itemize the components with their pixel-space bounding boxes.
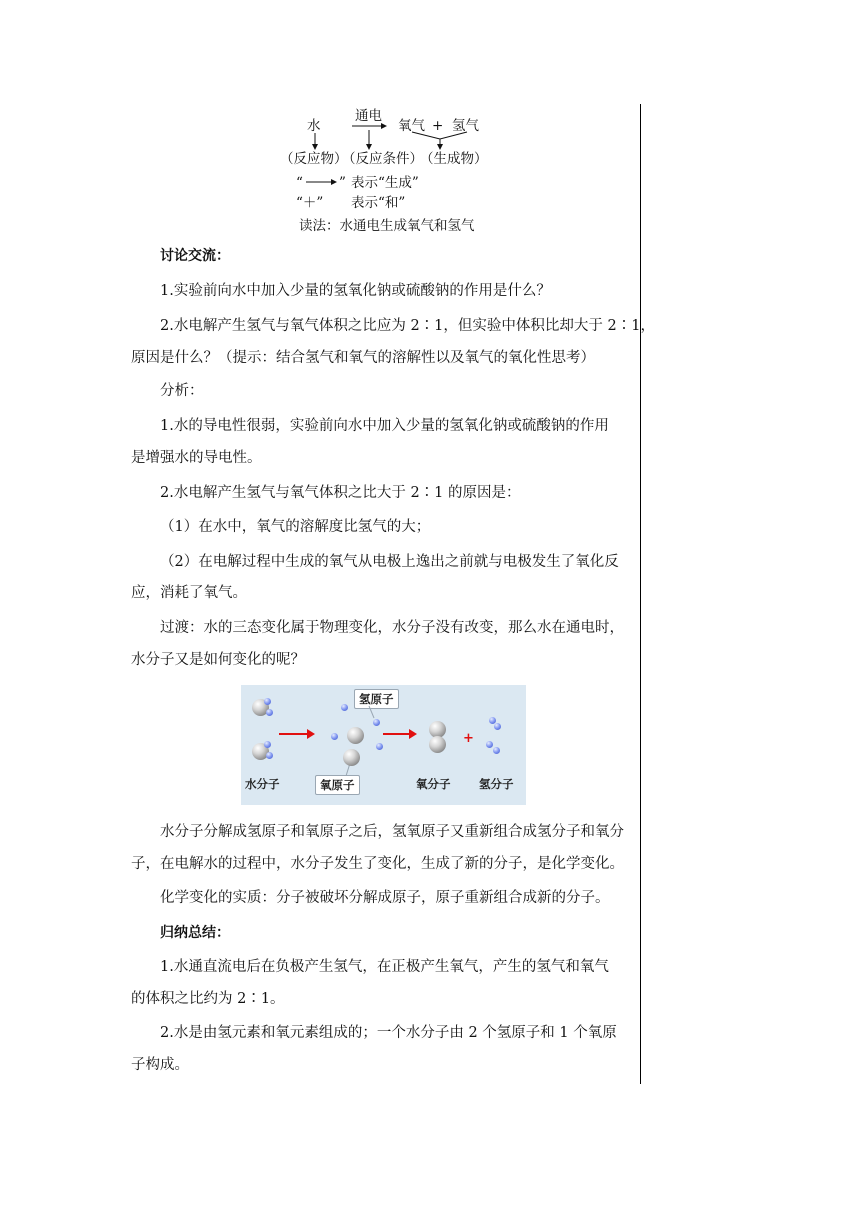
legend-arrow-meaning: 表示“生成” (351, 175, 419, 191)
summary-s2-line1: 2.水是由氢元素和氧元素组成的；一个水分子由 2 个氢原子和 1 个氧原 (160, 1025, 617, 1041)
analysis-a2-2-line1: （2）在电解过程中生成的氧气从电极上逸出之前就与电极发生了氧化反 (160, 554, 619, 570)
label-oxygen-molecule: 氧分子 (416, 777, 451, 791)
label-reactant: （反应物） (280, 151, 348, 167)
explanation-p1-line2: 子，在电解水的过程中，水分子发生了变化，生成了新的分子，是化学变化。 (131, 856, 624, 872)
equation-arrows (0, 0, 860, 240)
explanation-p2: 化学变化的实质：分子被破坏分解成原子，原子重新组合成新的分子。 (160, 890, 610, 906)
analysis-a2-2-line2: 应，消耗了氧气。 (131, 585, 247, 601)
hydrogen-molecule-atom (486, 741, 493, 748)
oxygen-atom (347, 727, 364, 744)
reaction-arrow-2 (383, 733, 411, 735)
right-border-line (640, 104, 641, 1084)
discussion-q2-line2: 原因是什么？（提示：结合氢气和氧气的溶解性以及氧气的氧化性思考） (131, 350, 595, 366)
figure-plus: + (463, 731, 474, 746)
analysis-a2: 2.水电解产生氢气与氧气体积之比大于 2∶1 的原因是： (160, 485, 521, 501)
label-hydrogen-molecule: 氢分子 (479, 777, 514, 791)
discussion-q2-line1: 2.水电解产生氢气与氧气体积之比应为 2∶1，但实验中体积比却大于 2∶1， (160, 318, 655, 334)
hydrogen-atom (373, 719, 380, 726)
hydrogen-molecule-atom (493, 747, 500, 754)
equation-plus: + (432, 118, 444, 134)
legend-plus-symbol: “＋” (296, 195, 324, 211)
equation-condition: 通电 (355, 108, 382, 124)
equation-product-hydrogen: 氢气 (452, 118, 479, 134)
hydrogen-molecule-atom (494, 723, 501, 730)
analysis-heading: 分析： (160, 383, 204, 399)
oxygen-molecule-atom (429, 736, 446, 753)
hydrogen-atom (341, 704, 348, 711)
label-hydrogen-atom: 氢原子 (354, 689, 399, 709)
legend-plus-meaning: 表示“和” (351, 195, 406, 211)
explanation-p1-line1: 水分子分解成氢原子和氧原子之后，氢氧原子又重新组合成氢分子和氧分 (160, 824, 624, 840)
label-water-molecule: 水分子 (245, 777, 280, 791)
summary-s1-line1: 1.水通直流电后在负极产生氢气，在正极产生氧气，产生的氢气和氧气 (160, 959, 609, 975)
summary-s2-line2: 子构成。 (131, 1057, 189, 1073)
equation-reading: 读法：水通电生成氧气和氢气 (299, 218, 475, 234)
transition-line1: 过渡：水的三态变化属于物理变化，水分子没有改变，那么水在通电时， (160, 620, 624, 636)
discussion-heading: 讨论交流： (160, 248, 230, 264)
oxygen-atom (343, 749, 360, 766)
hydrogen-atom (376, 743, 383, 750)
hydrogen-atom (331, 733, 338, 740)
equation-product-oxygen: 氧气 (398, 118, 425, 134)
discussion-q1: 1.实验前向水中加入少量的氢氧化钠或硫酸钠的作用是什么？ (160, 283, 551, 299)
analysis-a1-line2: 是增强水的导电性。 (131, 450, 262, 466)
legend-arrow-close-quote: ” (339, 175, 346, 191)
summary-heading: 归纳总结： (160, 925, 230, 941)
label-oxygen-atom: 氧原子 (315, 775, 360, 795)
summary-s1-line2: 的体积之比约为 2∶1。 (131, 991, 285, 1007)
legend-arrow-open-quote: “ (296, 175, 303, 191)
electrolysis-molecule-figure (241, 685, 526, 805)
equation-reactant: 水 (307, 118, 321, 134)
transition-line2: 水分子又是如何变化的呢？ (131, 652, 305, 668)
analysis-a1-line1: 1.水的导电性很弱，实验前向水中加入少量的氢氧化钠或硫酸钠的作用 (160, 418, 609, 434)
analysis-a2-1: （1）在水中，氧气的溶解度比氢气的大； (160, 519, 431, 535)
label-product: （生成物） (420, 151, 488, 167)
label-condition: （反应条件） (342, 151, 423, 167)
